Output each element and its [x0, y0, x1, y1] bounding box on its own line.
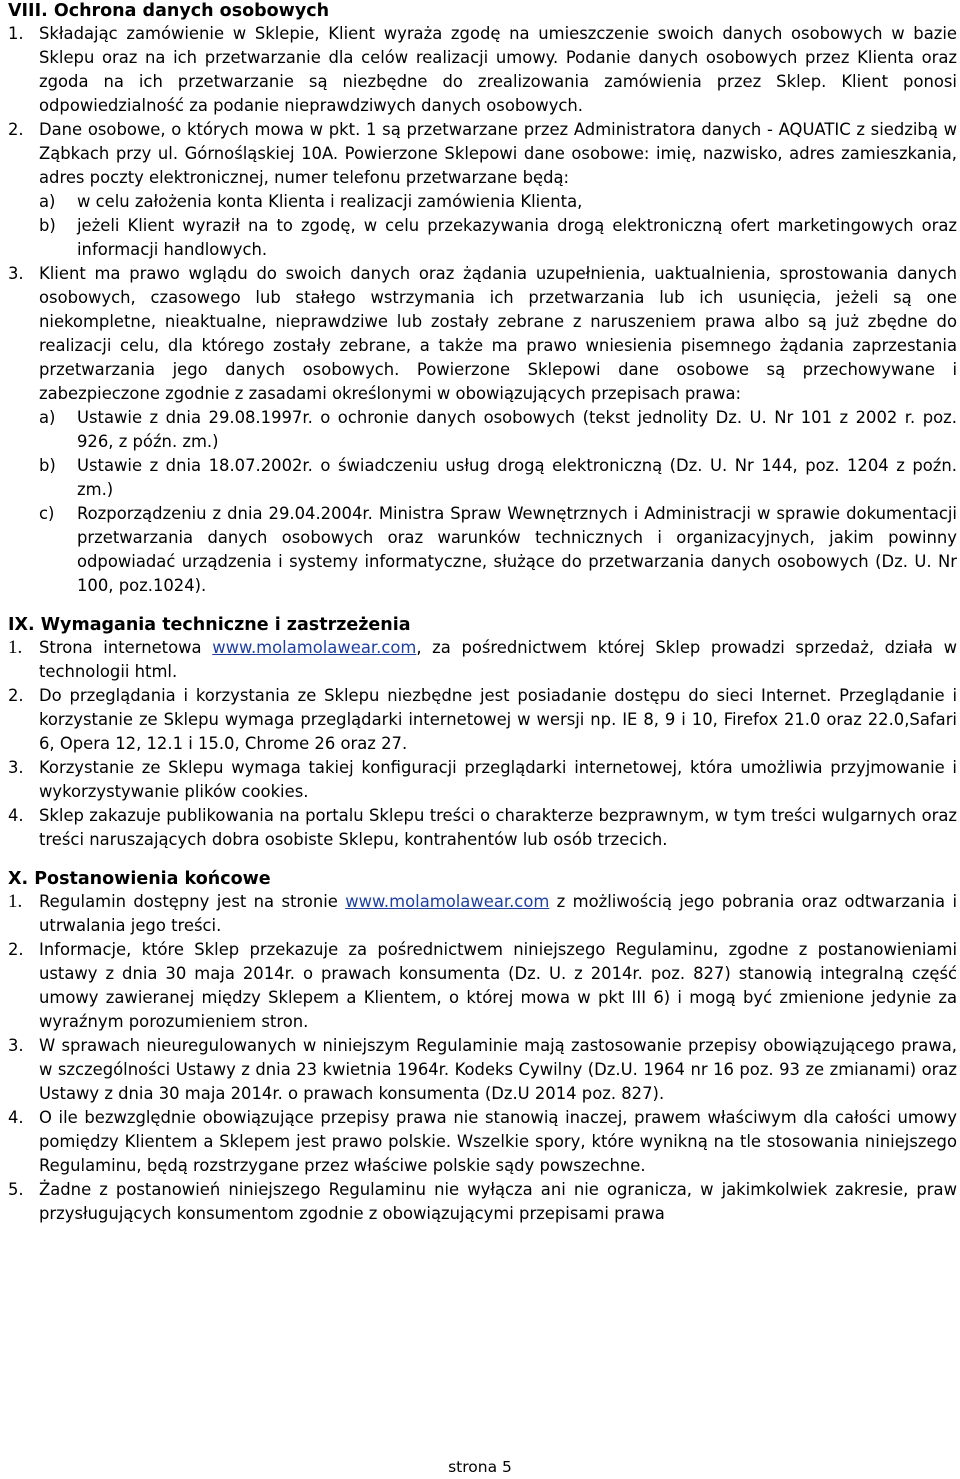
paragraph-x-2	[8, 938, 957, 1034]
subpoint-c	[39, 502, 957, 598]
paragraph-ix-1	[8, 636, 957, 684]
text-segment: z możliwością jego pobrania oraz odtwarzania i utrwalania jego treści.	[39, 892, 958, 935]
paragraph-number: 2.	[8, 940, 24, 959]
text-segment: Regulamin dostępny jest na stronie	[39, 892, 346, 911]
paragraph-x-3	[8, 1034, 957, 1106]
paragraph-body	[39, 118, 957, 262]
paragraph-text: Korzystanie ze Sklepu wymaga takiej konfiguracji przeglądarki internetowej, która umożliwia przyjmowanie i wykorzystywanie plików cookies.	[39, 758, 957, 801]
text-segment: Strona internetowa	[39, 638, 213, 657]
paragraph-text: Sklep zakazuje publikowania na portalu Sklepu treści o charakterze bezprawnym, w tym treści wulgarnych oraz treści naruszających dobra osobiste Sklepu, kontrahentów lub osób trzecich.	[39, 806, 957, 849]
paragraph-ix-2	[8, 684, 957, 756]
paragraph-number: 1.	[8, 24, 24, 43]
subpoint-text: w celu założenia konta Klienta i realizacji zamówienia Klienta,	[77, 192, 583, 211]
section-heading-ix: IX. Wymagania techniczne i zastrzeżenia	[8, 615, 411, 635]
paragraph-text: Żadne z postanowień niniejszego Regulaminu nie wyłącza ani nie ogranicza, w jakimkolwiek zakresie, praw przysługujących konsumentom zgodnie z obowiązującymi przepisami prawa	[39, 1180, 957, 1223]
subpoint-label: a)	[39, 192, 56, 211]
paragraph-viii-1	[8, 22, 957, 118]
paragraph-text: O ile bezwzględnie obowiązujące przepisy prawa nie stanowią inaczej, prawem właściwym dla całości umowy pomiędzy Klientem a Sklepem jest prawo polskie. Wszelkie spory, które wynikną na tle stosowania niniejszego Regulaminu, będą rozstrzygane przez właściwe polskie sądy powszechne.	[39, 1108, 957, 1175]
paragraph-number: 2.	[8, 120, 24, 139]
paragraph-text: Informacje, które Sklep przekazuje za pośrednictwem niniejszego Regulaminu, zgodne z postanowieniami ustawy z dnia 30 maja 2014r. o prawach konsumenta (Dz. U. z 2014r. poz. 827) stanowią integralną część umowy zawieranej między Sklepem a Klientem, o której mowa w pkt III 6) i mogą być zmienione jedynie za wyraźnym porozumieniem stron.	[39, 940, 957, 1031]
paragraph-text: Dane osobowe, o których mowa w pkt. 1 są przetwarzane przez Administratora danych - AQUATIC z siedzibą w Ząbkach przy ul. Górnośląskiej 10A. Powierzone Sklepowi dane osobowe: imię, nazwisko, adres zamieszkania, adres poczty elektronicznej, numer telefonu przetwarzane będą:	[39, 120, 957, 187]
paragraph-ix-3	[8, 756, 957, 804]
subpoint-text: jeżeli Klient wyraził na to zgodę, w celu przekazywania drogą elektroniczną ofert marketingowych oraz informacji handlowych.	[77, 216, 957, 259]
subpoint-b	[39, 454, 957, 502]
paragraph-text	[39, 890, 957, 938]
subpoint-b	[39, 214, 957, 262]
subpoint-text: Ustawie z dnia 29.08.1997r. o ochronie danych osobowych (tekst jednolity Dz. U. Nr 101 z 2002 r. poz. 926, z późn. zm.)	[77, 408, 957, 451]
page-number-footer: strona 5	[448, 1458, 512, 1476]
paragraph-ix-4	[8, 804, 957, 852]
paragraph-number: 3.	[8, 264, 24, 283]
document-content	[8, 0, 957, 1226]
subpoint-text: Rozporządzeniu z dnia 29.04.2004r. Ministra Spraw Wewnętrznych i Administracji w sprawie dokumentacji przetwarzania danych osobowych oraz warunków technicznych i organizacyjnych, jakim powinny odpowiadać urządzenia i systemy informatyczne, służące do przetwarzania danych osobowych (Dz. U. Nr 100, poz.1024).	[77, 504, 957, 595]
paragraph-number: 1.	[8, 891, 23, 912]
paragraph-number: 4.	[8, 806, 24, 825]
paragraph-body	[39, 262, 957, 598]
subpoint-a	[39, 190, 957, 214]
paragraph-text: W sprawach nieuregulowanych w niniejszym Regulaminie mają zastosowanie przepisy obowiązującego prawa, w szczególności Ustawy z dnia 23 kwietnia 1964r. Kodeks Cywilny (Dz.U. 1964 nr 16 poz. 93 ze zmianami) oraz Ustawy z dnia 30 maja 2014r. o prawach konsumenta (Dz.U 2014 poz. 827).	[39, 1036, 957, 1103]
paragraph-number: 5.	[8, 1180, 24, 1199]
text-segment: , za pośrednictwem której Sklep prowadzi sprzedaż, działa w technologii html.	[39, 638, 958, 681]
section-heading-x: X. Postanowienia końcowe	[8, 869, 271, 889]
subpoint-label: c)	[39, 504, 55, 523]
subpoint-label: b)	[39, 456, 56, 475]
paragraph-x-1	[8, 890, 957, 938]
section-spacer	[8, 598, 957, 614]
paragraph-text: Składając zamówienie w Sklepie, Klient wyraża zgodę na umieszczenie swoich danych osobowych w bazie Sklepu oraz na ich przetwarzanie dla celów realizacji umowy. Podanie danych osobowych przez Klienta oraz zgoda na ich przetwarzanie są niezbędne do zrealizowania zamówienia przez Sklep. Klient ponosi odpowiedzialność za podanie nieprawdziwych danych osobowych.	[39, 24, 957, 115]
paragraph-number: 1.	[8, 637, 23, 658]
subpoint-label: a)	[39, 408, 56, 427]
paragraph-number: 3.	[8, 758, 24, 777]
subpoint-text: Ustawie z dnia 18.07.2002r. o świadczeniu usług drogą elektroniczną (Dz. U. Nr 144, poz. 1204 z poźn. zm.)	[77, 456, 957, 499]
section-spacer	[8, 852, 957, 868]
website-link[interactable]: www.molamolawear.com	[345, 892, 550, 911]
paragraph-number: 2.	[8, 686, 24, 705]
subpoint-a	[39, 406, 957, 454]
paragraph-text	[39, 636, 957, 684]
section-heading-viii: VIII. Ochrona danych osobowych	[8, 1, 330, 21]
paragraph-viii-2	[8, 118, 957, 262]
paragraph-x-5	[8, 1178, 957, 1226]
website-link[interactable]: www.molamolawear.com	[212, 638, 417, 657]
subpoint-label: b)	[39, 216, 56, 235]
paragraph-viii-3	[8, 262, 957, 598]
paragraph-number: 3.	[8, 1036, 24, 1055]
paragraph-text: Klient ma prawo wglądu do swoich danych oraz żądania uzupełnienia, uaktualnienia, sprostowania danych osobowych, czasowego lub stałego wstrzymania ich przetwarzania lub ich usunięcia, jeżeli są one niekompletne, nieaktualne, nieprawdziwe lub zostały zebrane z naruszeniem prawa albo są już zbędne do realizacji celu, dla którego zostały zebrane, a także ma prawo wniesienia pisemnego żądania zaprzestania przetwarzania jego danych osobowych. Powierzone Sklepowi dane osobowe są przechowywane i zabezpieczone zgodnie z zasadami określonymi w obowiązujących przepisach prawa:	[39, 264, 957, 403]
paragraph-text: Do przeglądania i korzystania ze Sklepu niezbędne jest posiadanie dostępu do sieci Internet. Przeglądanie i korzystanie ze Sklepu wymaga przeglądarki internetowej w wersji np. IE 8, 9 i 10, Firefox 21.0 oraz 22.0,Safari 6, Opera 12, 12.1 i 15.0, Chrome 26 oraz 27.	[39, 686, 957, 753]
paragraph-number: 4.	[8, 1108, 24, 1127]
paragraph-x-4	[8, 1106, 957, 1178]
